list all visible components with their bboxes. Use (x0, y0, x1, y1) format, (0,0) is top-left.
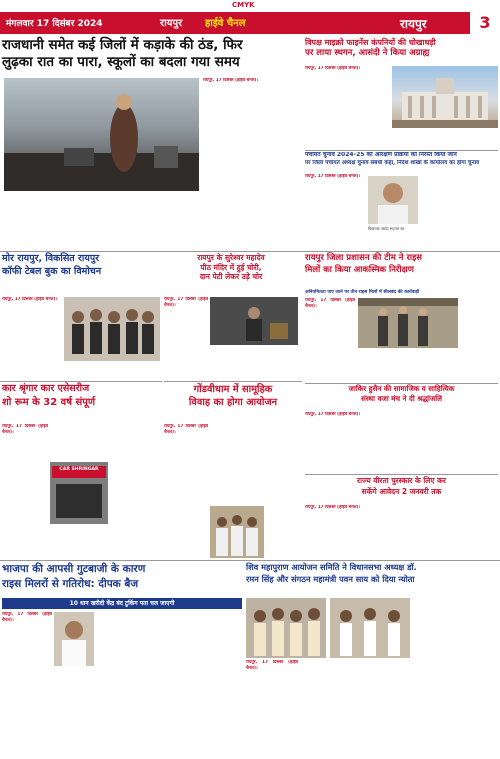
story-temple (164, 254, 298, 296)
wedding-body-3 (256, 424, 302, 504)
building-icon (392, 66, 498, 128)
channel-logo: हाईवे चैनल (205, 18, 246, 29)
publication-city: रायपुर (160, 18, 183, 29)
headline: मिलों का किया आकस्मिक निरीक्षण (305, 264, 414, 275)
divider (305, 150, 498, 151)
cold-body-right: रायपुर, 17 दिसंबर (हाईवे चैनल)। (203, 78, 259, 83)
story-award (305, 477, 498, 505)
group-photo-icon (64, 297, 160, 361)
story-coffee (2, 254, 160, 296)
visakha-body: रायपुर, 17 दिसंबर (हाईवे चैनल)। (305, 66, 361, 71)
story-shiv (246, 563, 498, 597)
car-body: रायपुर, 17 दिसंबर (हाईवे चैनल)। (2, 424, 48, 435)
cctv-photo (210, 297, 298, 345)
car-body-2 (110, 424, 162, 558)
panchayat-body: रायपुर, 17 दिसंबर (हाईवे चैनल)। (305, 174, 361, 179)
rice-subhead: अनियमितता पाए जाने पर तीन राइस मिलों में सीलबंद की कार्यवाही (305, 290, 420, 295)
headline: शो रूम के 32 वर्ष संपूर्ण (2, 396, 96, 408)
headline: पर लाया स्थगन, आसंदी ने किया अग्राह्य (305, 48, 430, 59)
headline: पीठ मंदिर में हुई चोरी, (200, 262, 262, 272)
divider (0, 381, 162, 382)
person-icon (54, 612, 94, 666)
photo-caption: विधायक जावेद सहगल का (368, 226, 405, 231)
bjp-banner: 10 धान खरीदी केंद्र बंद टुकिंग पता चल जाएगी (2, 598, 242, 609)
rice-body-3 (358, 350, 458, 382)
cold-photo (4, 78, 199, 191)
group-photo-icon (210, 506, 264, 558)
shiv-body-2: रायपुर, 17 दिसंबर (हाईवे चैनल)। (246, 660, 298, 671)
shiv-photo-1 (246, 598, 326, 658)
cctv-frame-icon (210, 297, 298, 345)
rice-mill-icon (358, 298, 458, 348)
headline: पर जिला पंचायत अध्यक्ष चुनाव संबंधी कहा, निर्देश शाखा के कार्यालय का होगा चुनाव (305, 159, 480, 166)
headline: रायपुर जिला प्रशासन की टीम ने राइस (305, 253, 423, 263)
divider (164, 381, 302, 382)
coffee-photo (64, 297, 160, 361)
rice-body-2 (460, 298, 498, 382)
issue-date: मंगलवार 17 दिसंबर 2024 (6, 19, 103, 29)
temple-body-2 (210, 347, 298, 379)
divider (305, 474, 498, 475)
headline: शिव महापुराण आयोजन समिति ने विधानसभा अध्यक्ष डॉ. (246, 562, 417, 572)
rice-photo (358, 298, 458, 348)
bjp-body-2 (96, 612, 242, 757)
coffee-body: रायपुर, 17 दिसंबर (हाईवे चैनल)। (2, 297, 58, 302)
bjp-photo (54, 612, 94, 666)
fog-scene-icon (4, 78, 199, 191)
bjp-body: रायपुर, 17 दिसंबर (हाईवे चैनल)। (2, 612, 52, 623)
headline: कॉफी टेबल बुक का विमोचन (2, 265, 102, 277)
headline: कार श्रृंगार कार एसेसरीज (2, 383, 90, 394)
headline: राइस मिलरों से गतिरोध: दीपक बैज (2, 578, 139, 591)
cold-body-bottom (4, 194, 299, 246)
award-body: रायपुर, 17 दिसंबर (हाईवे चैनल)। (305, 505, 361, 510)
bjp-body-3 (54, 668, 94, 757)
visakha-body-2 (392, 130, 498, 148)
divider (0, 560, 500, 561)
headline: रमन सिंह और संगठन महामंत्री पवन साय को दिया न्योता (246, 574, 415, 585)
headline: सकेंगे आवेदन 2 जनवरी तक (361, 486, 442, 496)
divider (0, 251, 500, 252)
wedding-photo (210, 506, 264, 558)
zakir-body: रायपुर, 17 दिसंबर (हाईवे चैनल)। (305, 412, 361, 417)
temple-body: रायपुर, 17 दिसंबर (हाईवे चैनल)। (164, 297, 208, 308)
coffee-body-2 (64, 363, 160, 379)
headline: जाकिर हुसैन की सामाजिक व साहित्यिक (348, 384, 455, 393)
page-number: 3 (470, 12, 500, 34)
assembly-photo (392, 66, 498, 128)
story-car (2, 384, 162, 424)
section-city: रायपुर (400, 17, 427, 31)
story-wedding (164, 384, 302, 424)
wedding-body-2 (210, 424, 254, 504)
shop-sign: CAR SHRINGAR (59, 467, 99, 472)
story-bjp (2, 563, 242, 597)
panchayat-body-2 (421, 174, 498, 248)
headline: रायपुर के सुरेश्वर महादेव (197, 253, 265, 262)
wedding-body: रायपुर, 17 दिसंबर (हाईवे चैनल)। (164, 424, 208, 435)
group-photo-icon (246, 598, 326, 658)
story-zakir (305, 385, 498, 413)
headline: विपक्ष माइक्रो फाइनेंस कंपनियों की धोखाधड़ी (305, 38, 436, 47)
headline: गोंडवीधाम में सामूहिक (193, 384, 273, 395)
cmyk-marker: CMYK (232, 1, 255, 9)
headline: भाजपा की आपसी गुटबाजी के कारण (2, 563, 146, 575)
headline: लुढ़का रात का पारा, स्कूलों का बदला गया समय (2, 53, 240, 70)
headline: विवाह का होगा आयोजन (188, 397, 278, 409)
headline: दान पेटी लेकर उड़े चोर (199, 272, 263, 282)
headline: राजधानी समेत कई जिलों में कड़ाके की ठंड, फिर (2, 37, 243, 53)
person-icon (368, 176, 418, 224)
mla-photo (368, 176, 418, 224)
group-photo-icon (330, 598, 410, 658)
wedding-body-4 (266, 506, 302, 558)
shiv-photo-2 (330, 598, 410, 658)
headline: राज्य वीरता पुरस्कार के लिए कर (357, 476, 446, 485)
headline: मोर रायपुर, विकसित रायपुर (2, 253, 100, 264)
shiv-body (413, 598, 498, 757)
headline: पंचायत चुनाव 2024-25 को आरक्षण प्रक्रिया को निरस्त किया जाने (305, 152, 457, 158)
rice-body: रायपुर, 17 दिसंबर (हाईवे चैनल)। (305, 298, 355, 309)
headline: संस्था वजा मंच ने दी श्रद्धांजलि (361, 394, 442, 404)
